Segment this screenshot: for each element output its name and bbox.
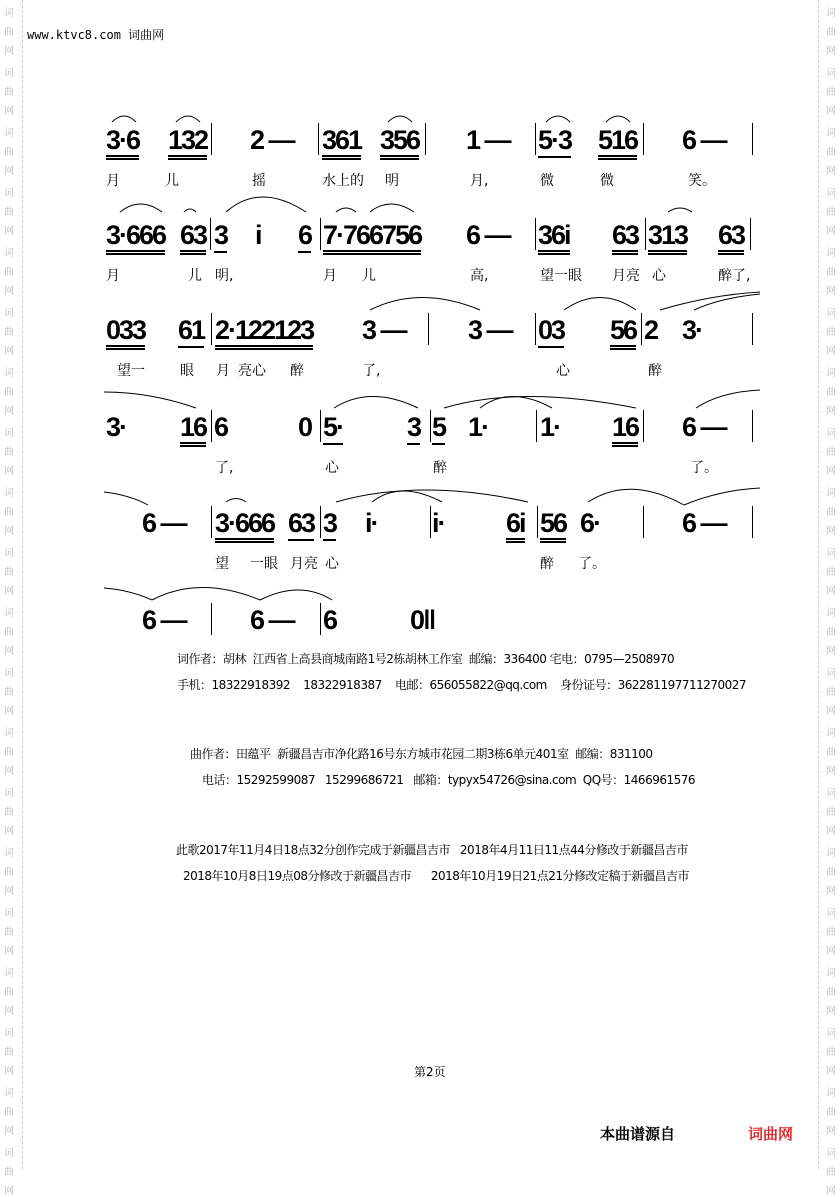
note-group: 3·6 — [106, 125, 139, 160]
watermark-char: 曲 — [826, 567, 836, 578]
watermark-char: 词 — [826, 1028, 836, 1039]
watermark-char: 网 — [4, 826, 14, 837]
note-group: 0‖ — [410, 605, 435, 635]
watermark-char: 词 — [826, 908, 836, 919]
watermark-char: 网 — [826, 466, 836, 477]
site-name: 词曲网 — [128, 28, 165, 42]
watermark-char: 网 — [4, 526, 14, 537]
watermark-char: 词 — [826, 488, 836, 499]
watermark-char: 曲 — [4, 627, 14, 638]
watermark-char: 网 — [4, 226, 14, 237]
watermark-char: 曲 — [826, 327, 836, 338]
watermark-char: 曲 — [826, 927, 836, 938]
watermark-char: 词 — [4, 548, 14, 559]
watermark-char: 词 — [4, 728, 14, 739]
watermark-char: 词 — [4, 1148, 14, 1159]
watermark-char: 词 — [826, 788, 836, 799]
watermark-char: 网 — [826, 706, 836, 717]
watermark-char: 网 — [826, 766, 836, 777]
lyric: 望 — [215, 556, 229, 572]
watermark-char: 词 — [4, 8, 14, 19]
slur — [104, 492, 148, 505]
watermark-char: 词 — [826, 968, 836, 979]
slur — [370, 204, 414, 212]
slur — [694, 294, 760, 310]
slur — [660, 292, 760, 310]
watermark-char: 网 — [4, 46, 14, 57]
watermark-char: 曲 — [4, 807, 14, 818]
note-group: 356 — [380, 125, 419, 160]
note-group: 5 — [432, 412, 445, 445]
note-group: 3 — [323, 508, 336, 541]
note-group: 2·122123 — [215, 315, 313, 350]
watermark-char: 曲 — [4, 147, 14, 158]
note-group: 6 — — [682, 125, 726, 155]
watermark-char: 曲 — [4, 267, 14, 278]
note-group: 6· — [580, 508, 601, 538]
watermark-char: 曲 — [826, 1107, 836, 1118]
watermark-char: 词 — [4, 248, 14, 259]
lyric: 醉 — [290, 363, 304, 379]
note-group: 63 — [180, 220, 206, 255]
lyricist-contact: 手机：18322918392 18322918387 电邮：656055822@qq.com 身份证号：362281197711270027 — [177, 678, 747, 692]
note-group: 6 — — [142, 605, 186, 635]
slur — [112, 116, 136, 122]
watermark-char: 曲 — [4, 1167, 14, 1178]
watermark-char: 词 — [826, 308, 836, 319]
watermark-char: 词 — [4, 968, 14, 979]
watermark-char: 曲 — [826, 627, 836, 638]
slur — [388, 116, 412, 122]
note-group: 16 — [612, 412, 638, 447]
lyric: 月 — [106, 268, 120, 284]
brand-link[interactable]: 词曲网 — [748, 1125, 794, 1143]
watermark-char: 网 — [826, 586, 836, 597]
note-group: i· — [432, 508, 445, 538]
note-group: 1 — — [466, 125, 510, 155]
slur — [588, 489, 684, 505]
note-group: 3 — — [468, 315, 512, 345]
note-group: 361 — [322, 125, 361, 160]
watermark-char: 网 — [826, 1126, 836, 1137]
watermark-char: 曲 — [826, 507, 836, 518]
lyric: 心 — [325, 556, 339, 572]
watermark-char: 曲 — [4, 567, 14, 578]
lyric: 眼 — [180, 363, 194, 379]
slur — [184, 209, 196, 212]
note-group: 6 — — [682, 508, 726, 538]
note-group: 1· — [540, 412, 561, 442]
note-group: 6 — [214, 412, 228, 442]
watermark-char: 网 — [826, 946, 836, 957]
note-group: 5·3 — [538, 125, 571, 158]
watermark-char: 曲 — [4, 987, 14, 998]
watermark-char: 曲 — [826, 987, 836, 998]
watermark-char: 词 — [826, 608, 836, 619]
watermark-char: 词 — [4, 68, 14, 79]
watermark-char: 词 — [4, 308, 14, 319]
watermark-char: 网 — [826, 406, 836, 417]
composer-contact: 电话：15292599087 15299686721 邮箱：typyx54726@sina.com QQ号：1466961576 — [202, 773, 696, 787]
watermark-char: 网 — [4, 1186, 14, 1197]
lyric: 了, — [362, 363, 381, 379]
watermark-char: 词 — [826, 428, 836, 439]
watermark-char: 网 — [4, 406, 14, 417]
lyric: 了。 — [578, 556, 606, 572]
note-group: 6i — [506, 508, 525, 543]
watermark-char: 网 — [826, 826, 836, 837]
watermark-char: 曲 — [4, 1047, 14, 1058]
lyric: 微 — [540, 173, 554, 189]
watermark-char: 曲 — [826, 747, 836, 758]
watermark-char: 词 — [826, 728, 836, 739]
watermark-char: 曲 — [4, 867, 14, 878]
lyric: 望一 — [117, 363, 145, 379]
note-group: 63 — [288, 508, 314, 541]
slur — [606, 116, 630, 122]
watermark-char: 网 — [4, 466, 14, 477]
watermark-char: 网 — [4, 1126, 14, 1137]
lyric: 水上的 — [322, 173, 364, 189]
note-group: 56 — [540, 508, 566, 543]
note-group: 6 — — [466, 220, 510, 250]
watermark-char: 曲 — [826, 87, 836, 98]
watermark-char: 网 — [826, 646, 836, 657]
watermark-char: 网 — [4, 286, 14, 297]
watermark-char: 曲 — [826, 447, 836, 458]
watermark-char: 词 — [826, 128, 836, 139]
note-group: 3 — [407, 412, 420, 445]
slur — [334, 397, 418, 409]
note-group: 2 — [644, 315, 658, 345]
watermark-char: 网 — [826, 1186, 836, 1197]
watermark-char: 网 — [4, 346, 14, 357]
watermark-char: 词 — [4, 908, 14, 919]
slur — [696, 390, 760, 408]
watermark-char: 曲 — [826, 267, 836, 278]
watermark-char: 曲 — [4, 687, 14, 698]
watermark-char: 网 — [4, 586, 14, 597]
lyric: 了, — [215, 460, 234, 476]
note-group: 516 — [598, 125, 637, 160]
watermark-char: 词 — [826, 1148, 836, 1159]
note-group: i — [255, 220, 261, 250]
slur — [104, 588, 152, 600]
watermark-char: 曲 — [826, 207, 836, 218]
watermark-char: 词 — [4, 788, 14, 799]
slur — [668, 208, 692, 212]
watermark-char: 词 — [4, 848, 14, 859]
note-group: 36i — [538, 220, 570, 255]
lyric: 醉 — [433, 460, 447, 476]
watermark-char: 曲 — [4, 447, 14, 458]
watermark-char: 词 — [4, 428, 14, 439]
slur — [260, 590, 332, 600]
watermark-char: 曲 — [4, 1107, 14, 1118]
watermark-char: 词 — [4, 188, 14, 199]
note-group: 63 — [718, 220, 744, 255]
slur — [546, 116, 570, 122]
lyric: 望一眼 — [540, 268, 582, 284]
watermark-char: 网 — [826, 286, 836, 297]
lyric: 儿 — [362, 268, 376, 284]
lyric: 心 — [652, 268, 666, 284]
lyric: 微 — [600, 173, 614, 189]
watermark-char: 网 — [4, 1066, 14, 1077]
slur — [336, 490, 528, 502]
site-url: www.ktvc8.com — [27, 28, 121, 42]
note-group: 56 — [610, 315, 636, 350]
note-group: 5· — [323, 412, 343, 445]
note-group: 3 — [214, 220, 227, 253]
lyric: 月亮 — [290, 556, 318, 572]
slur — [370, 298, 480, 311]
lyric: 明 — [385, 173, 399, 189]
watermark-char: 词 — [826, 548, 836, 559]
lyric: 笑。 — [688, 173, 716, 189]
watermark-char: 词 — [826, 848, 836, 859]
watermark-char: 网 — [4, 706, 14, 717]
watermark-char: 曲 — [826, 1167, 836, 1178]
watermark-char: 词 — [826, 68, 836, 79]
slur — [564, 298, 636, 311]
lyric: 了。 — [690, 460, 718, 476]
watermark-char: 曲 — [4, 87, 14, 98]
lyric: 心 — [325, 460, 339, 476]
watermark-char: 曲 — [4, 27, 14, 38]
watermark-char: 曲 — [826, 867, 836, 878]
note-group: 6 — — [682, 412, 726, 442]
watermark-char: 曲 — [826, 387, 836, 398]
slur — [684, 488, 760, 505]
lyric: 高, — [470, 268, 489, 284]
watermark-char: 曲 — [826, 1047, 836, 1058]
lyricist-line: 词作者：胡林 江西省上高县商城南路1号2栋胡林工作室 邮编：336400 宅电：0795—2508970 — [177, 652, 675, 666]
lyric: 月 — [323, 268, 337, 284]
slur — [104, 392, 196, 408]
watermark-char: 网 — [4, 646, 14, 657]
composer-line: 曲作者：田蕴平 新疆昌吉市净化路16号东方城市花园二期3栋6单元401室 邮编：831100 — [190, 747, 653, 761]
watermark-char: 网 — [826, 346, 836, 357]
note-group: 0 — [298, 412, 312, 442]
watermark-char: 网 — [4, 166, 14, 177]
note-group: 3 — — [362, 315, 406, 345]
watermark-char: 曲 — [4, 747, 14, 758]
watermark-char: 曲 — [4, 327, 14, 338]
watermark-char: 曲 — [826, 687, 836, 698]
watermark-char: 网 — [826, 106, 836, 117]
watermark-char: 网 — [826, 46, 836, 57]
note-group: 6 — [298, 220, 311, 253]
watermark-char: 网 — [4, 766, 14, 777]
lyric: 心 — [556, 363, 570, 379]
page-number: 第2页 — [414, 1065, 446, 1079]
lyric: 月 — [106, 173, 120, 189]
note-group: 033 — [106, 315, 145, 350]
slur — [226, 499, 246, 503]
watermark-char: 网 — [826, 166, 836, 177]
note-group: 1· — [468, 412, 489, 442]
note-group: 6 — — [250, 605, 294, 635]
watermark-char: 词 — [826, 248, 836, 259]
watermark-char: 网 — [826, 886, 836, 897]
watermark-char: 曲 — [826, 27, 836, 38]
slur — [226, 197, 306, 212]
watermark-char: 词 — [826, 188, 836, 199]
watermark-char: 词 — [826, 368, 836, 379]
slur — [152, 588, 260, 601]
watermark-char: 曲 — [4, 387, 14, 398]
lyric: 月亮 — [612, 268, 640, 284]
history-line-1: 此歌2017年11月4日18点32分创作完成于新疆昌吉市 2018年4月11日11点44分修改于新疆昌吉市 — [176, 843, 688, 857]
watermark-char: 网 — [4, 946, 14, 957]
note-group: 3·666 — [106, 220, 165, 255]
watermark-char: 词 — [4, 128, 14, 139]
watermark-char: 网 — [826, 1066, 836, 1077]
lyric: 醉了, — [718, 268, 751, 284]
note-group: 16 — [180, 412, 206, 447]
note-group: 3· — [682, 315, 703, 345]
note-group: 6 — — [142, 508, 186, 538]
lyric: 摇 — [252, 173, 266, 189]
watermark-char: 曲 — [4, 927, 14, 938]
watermark-char: 词 — [4, 608, 14, 619]
lyric: 儿 — [188, 268, 202, 284]
note-group: 61 — [178, 315, 204, 348]
watermark-char: 网 — [4, 886, 14, 897]
note-group: 63 — [612, 220, 638, 255]
note-group: 3·666 — [215, 508, 274, 543]
watermark-char: 网 — [826, 226, 836, 237]
watermark-char: 曲 — [4, 507, 14, 518]
lyric: 儿 — [165, 173, 179, 189]
watermark-char: 曲 — [4, 207, 14, 218]
lyric: 一眼 — [250, 556, 278, 572]
watermark-char: 网 — [826, 1006, 836, 1017]
slur — [176, 116, 200, 122]
watermark-char: 网 — [826, 526, 836, 537]
lyric: 亮心 — [238, 363, 266, 379]
note-group: i· — [365, 508, 378, 538]
note-group: 313 — [648, 220, 687, 255]
note-group: 7·766756 — [323, 220, 421, 255]
lyric: 醉 — [648, 363, 662, 379]
lyric: 明, — [215, 268, 234, 284]
watermark-char: 网 — [4, 106, 14, 117]
note-group: 6 — [323, 605, 337, 635]
watermark-char: 词 — [4, 1028, 14, 1039]
watermark-char: 词 — [826, 1088, 836, 1099]
watermark-char: 曲 — [826, 807, 836, 818]
note-group: 03 — [538, 315, 564, 348]
watermark-char: 词 — [826, 668, 836, 679]
watermark-char: 词 — [4, 488, 14, 499]
lyric: 月 — [216, 363, 230, 379]
slur — [120, 204, 162, 212]
watermark-char: 词 — [4, 1088, 14, 1099]
source-label: 本曲谱源自 — [600, 1125, 676, 1143]
watermark-char: 词 — [4, 668, 14, 679]
history-line-2: 2018年10月8日19点08分修改于新疆昌吉市 2018年10月19日21点21分修改定稿于新疆昌吉市 — [183, 869, 689, 883]
watermark-char: 曲 — [826, 147, 836, 158]
note-group: 3· — [106, 412, 127, 442]
watermark-char: 词 — [826, 8, 836, 19]
slur — [336, 208, 356, 212]
note-group: 2 — — [250, 125, 294, 155]
watermark-char: 网 — [4, 1006, 14, 1017]
lyric: 醉 — [540, 556, 554, 572]
lyric: 月, — [470, 173, 489, 189]
note-group: 132 — [168, 125, 207, 160]
watermark-char: 词 — [4, 368, 14, 379]
